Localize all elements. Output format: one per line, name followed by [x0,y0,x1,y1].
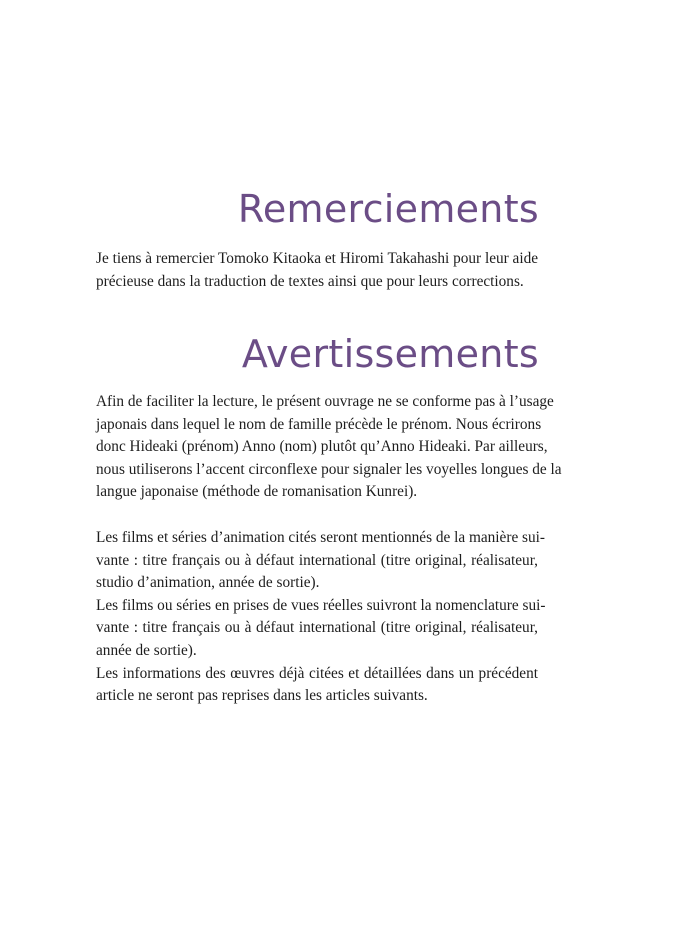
text-line: nous utiliserons l’accent circonflexe pour signaler les voyelles longues de la [96,460,562,478]
heading-avertissements: Avertissements [241,332,539,376]
remerciements-paragraph [96,248,538,293]
text-line: langue japonaise (méthode de romanisation Kunrei). [96,483,418,501]
text-line: précieuse dans la traduction de textes ainsi que pour leurs corrections. [96,272,524,290]
text-line: article ne seront pas reprises dans les articles suivants. [96,687,428,705]
text-line: Je tiens à remercier Tomoko Kitaoka et Hiromi Takahashi pour leur aide [96,250,539,267]
avertissements-paragraph-1 [96,391,562,504]
text-line: donc Hideaki (prénom) Anno (nom) plutôt qu’Anno Hideaki. Par ailleurs, [96,438,548,456]
avertissements-paragraph-2 [96,527,546,708]
text-line: Les films et séries d’animation cités seront mentionnés de la manière sui- [96,528,546,546]
text-line: japonais dans lequel le nom de famille précède le prénom. Nous écrirons [96,415,542,433]
text-line: studio d’animation, année de sortie). [96,574,320,592]
heading-remerciements: Remerciements [237,187,539,231]
text-line: Afin de faciliter la lecture, le présent ouvrage ne se conforme pas à l’usage [96,393,554,410]
text-line: Les informations des œuvres déjà citées et détaillées dans un précédent [96,664,538,682]
text-line: Les films ou séries en prises de vues réelles suivront la nomenclature sui- [96,596,546,614]
avertissements-body [96,391,562,708]
text-line: année de sortie). [96,641,197,659]
text-line: vante : titre français ou à défaut international (titre original, réalisateur, [96,551,538,569]
text-line: vante : titre français ou à défaut international (titre original, réalisateur, [96,619,538,637]
paragraph-spacer [96,504,538,527]
